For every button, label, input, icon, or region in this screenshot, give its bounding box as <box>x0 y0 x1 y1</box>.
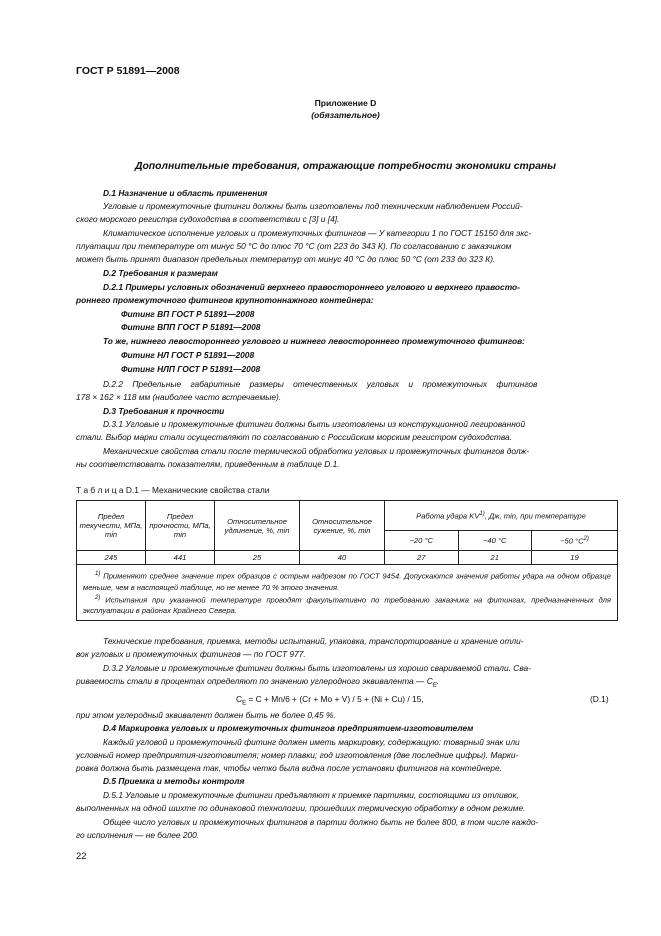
footnote-text: Применяют среднее значение трех образцов с острым надрезом по ГОСТ 9454. Допускаются значения работы удара на одном образце меньше, чем в настоящей таблице, но не менее 70 % этого значения. <box>83 571 611 592</box>
paragraph-line: Угловые и промежуточные фитинги должны быть изготовлены под техническим наблюдением Россий- <box>103 201 523 211</box>
page-number: 22 <box>76 851 87 862</box>
cell-value: 40 <box>300 551 385 565</box>
paragraph-line: ского морского регистра судоходства в соответствии с [3] и [4]. <box>76 214 340 224</box>
footnote-mark: 2) <box>95 594 101 601</box>
appendix-title: Приложение D <box>314 98 377 108</box>
paragraph-line: при этом углеродный эквивалент должен быть не более 0,45 %. <box>76 710 336 720</box>
paragraph-line: ны соответствовать показателям, приведенным в таблице D.1. <box>76 459 340 469</box>
header-elongation: Относительное удлинение, %, min <box>215 501 300 551</box>
section-d4-heading: D.4 Маркировка угловых и промежуточных фитингов предприятием-изготовителем <box>103 723 474 733</box>
formula <box>236 694 424 710</box>
document-code: ГОСТ Р 51891—2008 <box>76 65 180 77</box>
appendix-status: (обязательное) <box>311 110 380 120</box>
paragraph-line: D.3.2 Угловые и промежуточные фитинги должны быть изготовлены из хорошо свариваемой стали. Сва- <box>103 663 531 673</box>
section-d1-heading: D.1 Назначение и область применения <box>103 188 268 198</box>
paragraph-line: Технические требования, приемка, методы испытаний, упаковка, транспортирование и хранение отли- <box>103 636 524 646</box>
paragraph-line: 178 × 162 × 118 мм (наиболее часто встречаемые). <box>76 392 282 402</box>
paragraph-line: Климатическое исполнение угловых и промежуточных фитингов — У категории 1 по ГОСТ 15150 для экс- <box>103 228 532 238</box>
header-strength: Предел прочности, МПа, min <box>146 501 215 551</box>
table-row <box>77 551 618 565</box>
footnote-text: Испытания при указанной температуре проводят факультативно по требованию заказчика на фитингах, предназначенных для эксплуатации в районах Крайнего Севера. <box>83 595 611 616</box>
paragraph-line: выполненных на одной шихте по одинаковой технологии, прошедших термическую обработку в одном режиме. <box>76 803 526 813</box>
paragraph-line: может быть принят диапазон предельных температур от минус 40 °С до плюс 50 °С (от 233 до 323 К). <box>76 254 496 264</box>
paragraph-line: го исполнения — не более 200. <box>76 830 200 840</box>
cell-value: 245 <box>77 551 146 565</box>
paragraph-line: D.3.1 Угловые и промежуточные фитинги должны быть изготовлены из конструкционной легированной <box>103 419 526 429</box>
paragraph-text: риваемость стали в процентах определяют по значению углеродного эквивалента — C <box>76 676 433 686</box>
subsection-heading: роннего промежуточного фитингов крупнотоннажного контейнера: <box>76 295 374 305</box>
paragraph-text: о- <box>530 817 539 827</box>
header-yield: Предел текучести, МПа, min <box>77 501 146 551</box>
main-title: Дополнительные требования, отражающие потребности экономики страны <box>134 161 557 172</box>
paragraph-line: Каждый угловой и промежуточный фитинг должен иметь маркировку, содержащую: товарный знак или <box>103 737 520 747</box>
paragraph-line: условный номер предприятия-изготовителя; номер плавки; год изготовления (две последние цифры). Марки- <box>76 750 519 760</box>
table-footnotes <box>77 565 618 621</box>
header-impact-part: Работа удара KV <box>416 511 480 521</box>
footnote-2 <box>83 593 611 617</box>
cell-value: 25 <box>215 551 300 565</box>
cell-value: 19 <box>532 551 618 565</box>
section-d3-heading: D.3 Требования к прочности <box>103 406 225 416</box>
designation-example: Фитинг НЛП ГОСТ Р 51891—2008 <box>121 364 261 374</box>
footnote-mark: 1) <box>95 571 101 577</box>
paragraph-line <box>103 817 538 828</box>
temp-3-value: −50 °С <box>560 536 584 546</box>
paragraph-line: D.5.1 Угловые и промежуточные фитинги предъявляют к приемке партиями, состоящими из отливок, <box>103 790 519 800</box>
paragraph-text: . <box>436 676 440 686</box>
header-narrowing: Относительное сужение, %, min <box>300 501 385 551</box>
cell-value: 27 <box>385 551 459 565</box>
header-temp-3 <box>532 531 618 551</box>
paragraph-line: вок угловых и промежуточных фитингов — по ГОСТ 977. <box>76 649 306 659</box>
table-caption: Т а б л и ц а D.1 — Механические свойства стали <box>76 485 270 495</box>
formula-symbol: C <box>236 694 243 704</box>
paragraph-line: плуатации при температуре от минус 50 °С до плюс 70 °С (от 223 до 343 К). По согласованию с заказчиком <box>76 241 512 251</box>
mechanical-properties-table <box>76 500 618 621</box>
formula-subscript: E <box>242 700 247 707</box>
paragraph-text: Общее число угловых и промежуточных фитингов в партии должно быть не более 800, в том числе кажд <box>103 817 531 827</box>
designation-example: Фитинг ВПП ГОСТ Р 51891—2008 <box>121 322 261 332</box>
cell-value: 441 <box>146 551 215 565</box>
subsection-heading: D.2.1 Примеры условных обозначений верхнего правостороннего углового и верхнего правосто- <box>103 282 520 292</box>
paragraph-line-with-sub <box>76 676 439 692</box>
header-impact-part: , Дж, min, при температуре <box>484 511 586 521</box>
section-d2-heading: D.2 Требования к размерам <box>103 268 218 278</box>
cell-value: 21 <box>458 551 532 565</box>
designation-example: Фитинг НЛ ГОСТ Р 51891—2008 <box>121 350 255 360</box>
header-temp-1: −20 °С <box>385 531 459 551</box>
paragraph-line: ровка должна быть размещена так, чтобы четко была видна после установки фитингов на контейнере. <box>76 763 502 773</box>
footnote-mark: 1) <box>479 510 485 517</box>
paragraph-line: стали. Выбор марки стали осуществляют по согласованию с Российским морским регистром судоходства. <box>76 432 513 442</box>
footnote-1 <box>83 569 611 593</box>
subscript: E <box>432 682 437 689</box>
designation-example: Фитинг ВП ГОСТ Р 51891—2008 <box>121 309 255 319</box>
paragraph-line: Механические свойства стали после термической обработки угловых и промежуточных фитингов долж- <box>103 446 530 456</box>
subsection-heading: То же, нижнего левостороннего углового и нижнего левостороннего промежуточного фитингов: <box>103 336 525 346</box>
formula-body: = C + Mn/6 + (Cr + Mo + V) / 5 + (Ni + Cu) / 15, <box>246 694 424 704</box>
section-d5-heading: D.5 Приемка и методы контроля <box>103 776 245 786</box>
footnote-mark: 2) <box>583 535 589 542</box>
formula-number: (D.1) <box>590 694 609 704</box>
paragraph-line: D.2.2 Предельные габаритные размеры отечественных угловых и промежуточных фитингов <box>103 379 538 389</box>
header-temp-2: −40 °С <box>458 531 532 551</box>
header-impact <box>385 501 618 531</box>
